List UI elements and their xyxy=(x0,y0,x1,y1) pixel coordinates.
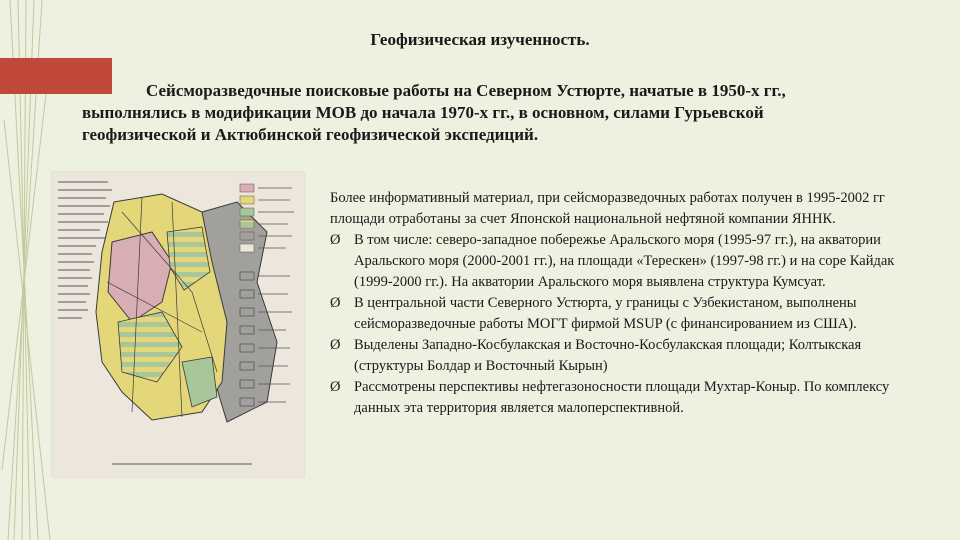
bullet-text: Выделены Западно-Косбулакская и Восточно-Косбулакская площади; Колтыкская (структуры Болдар и Восточный Кырын) xyxy=(354,337,862,374)
bullet-list xyxy=(330,230,920,419)
bullet-text: В центральной части Северного Устюрта, у границы с Узбекистаном, выполнены сейсморазведочные работы МОГТ фирмой MSUP (с финансированием из США). xyxy=(354,295,857,332)
arrow-bullet-icon: Ø xyxy=(330,379,341,395)
list-item xyxy=(330,230,920,293)
main-paragraph: Более информативный материал, при сейсморазведочных работах получен в 1995-2002 гг площади отработаны за счет Японской национальной нефтяной компании ЯННК. xyxy=(330,190,885,227)
list-item xyxy=(330,293,920,335)
intro-paragraph: Сейсморазведочные поисковые работы на Северном Устюрте, начатые в 1950-х гг., выполнялись в модификации МОВ до начала 1970-х гг., в основном, силами Гурьевской геофизической и Актюбинской геофизической экспедиций. xyxy=(82,81,786,144)
arrow-bullet-icon: Ø xyxy=(330,232,341,248)
arrow-bullet-icon: Ø xyxy=(330,337,341,353)
list-item xyxy=(330,377,920,419)
bullet-text: В том числе: северо-западное побережье Аральского моря (1995-97 гг.), на акватории Аральского моря (2000-2001 гг.), на площади «Терескен» (1997-98 гг.) и на соре Кайдак (1999-2000 гг.). На акватории Аральского моря выявлена структура Кумсуат. xyxy=(354,232,895,290)
body-text xyxy=(330,188,920,419)
arrow-bullet-icon: Ø xyxy=(330,295,341,311)
list-item xyxy=(330,335,920,377)
map-drawing xyxy=(52,172,304,477)
bullet-text: Рассмотрены перспективы нефтегазоносности площади Мухтар-Коныр. По комплексу данных эта территория является малоперспективной. xyxy=(354,379,890,416)
geophysics-map xyxy=(52,172,304,477)
slide-title: Геофизическая изученность. xyxy=(370,30,590,49)
